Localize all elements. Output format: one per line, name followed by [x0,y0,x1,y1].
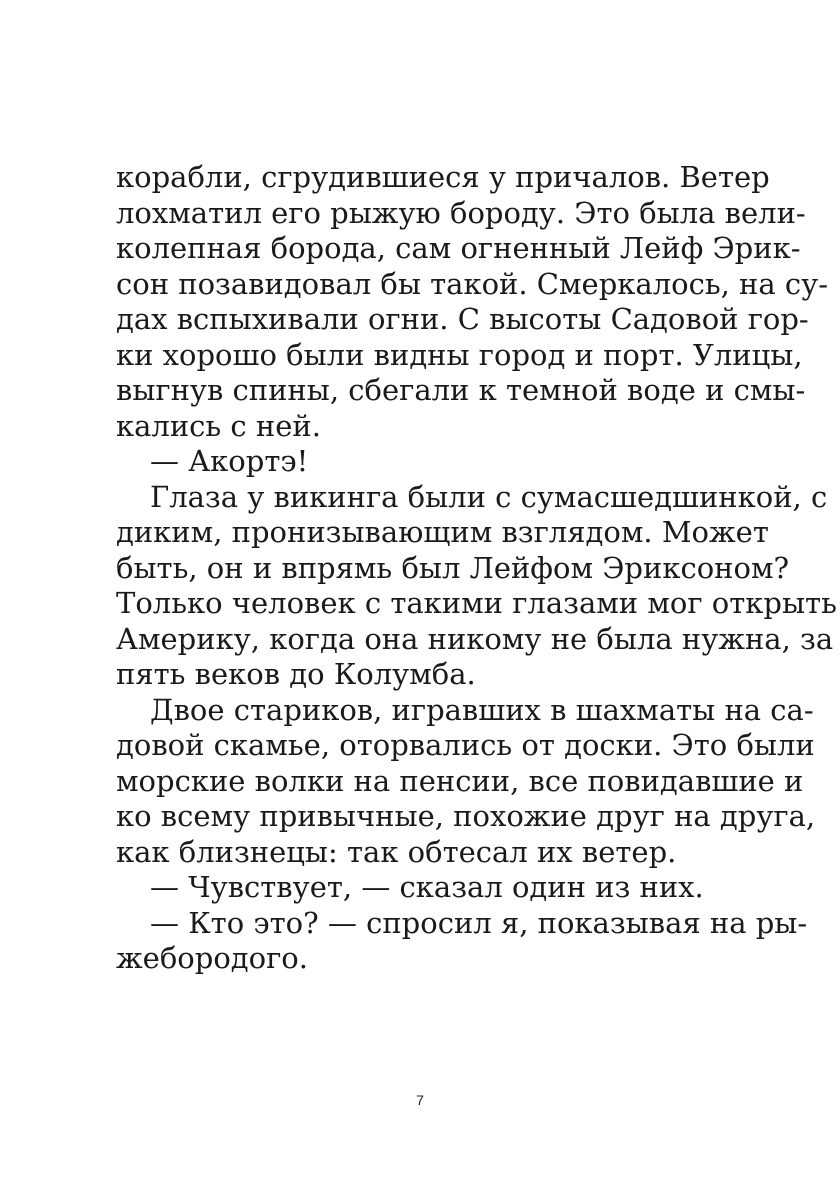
text-line: жебородого. [116,941,308,975]
text-line: колепная борода, сам огненный Лейф Эрик- [116,231,801,265]
text-line: корабли, сгрудившиеся у причалов. Ветер [116,160,770,194]
text-line: — Акортэ! [150,444,309,478]
text-line: довой скамье, оторвались от доски. Это были [116,728,815,762]
text-line: как близнецы: так обтесал их ветер. [116,834,677,869]
text-line: лохматил его рыжую бороду. Это была вели- [116,195,806,230]
text-line: сон позавидовал бы такой. Смеркалось, на су- [116,266,828,301]
text-line: — Кто это? — спросил я, показывая на ры- [150,905,808,940]
text-line: диким, пронизывающим взглядом. Может [116,515,769,549]
text-line: Только человек с такими глазами мог открыть [116,586,837,620]
text-line: морские волки на пенсии, все повидавшие и [116,763,804,798]
text-line: Америку, когда она никому не была нужна, за [116,621,834,656]
text-line: — Чувствует, — сказал один из них. [150,870,704,904]
text-line: ки хорошо были видны город и порт. Улицы, [116,337,803,372]
text-line: ко всему привычные, похожие друг на друга, [116,799,816,833]
text-line: быть, он и впрямь был Лейфом Эриксоном? [116,550,790,585]
text-line: дах вспыхивали огни. С высоты Садовой гор- [116,302,809,336]
text-line: пять веков до Колумба. [116,657,476,691]
body-text [116,160,837,977]
text-line: выгнув спины, сбегали к темной воде и смы- [116,373,806,407]
text-line: Глаза у викинга были с сумасшедшинкой, с [150,479,828,514]
page-number: 7 [416,1092,424,1108]
text-line: Двое стариков, игравших в шахматы на са- [150,692,814,727]
text-line: кались с ней. [116,408,321,443]
